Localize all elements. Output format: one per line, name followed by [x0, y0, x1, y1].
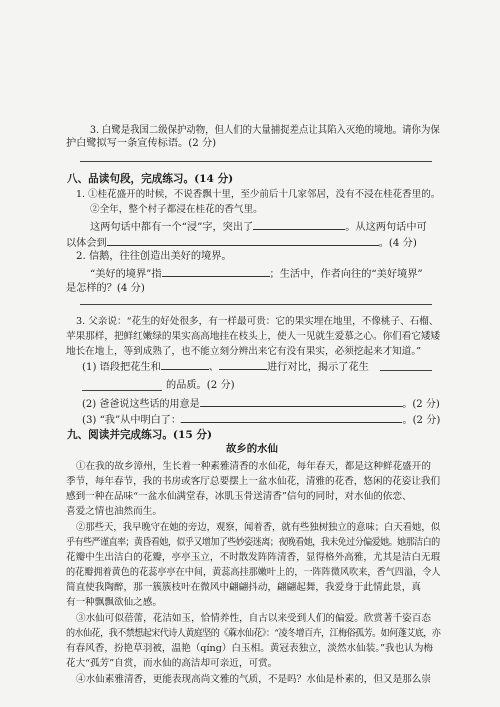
- passage-p2-line6: 有一种飘飘欲仙之感。: [66, 597, 162, 608]
- passage-p2-line5: 简直使我陶醉，那一簇簇枝叶在微风中翩翩抖动，翩翩起舞，我爱身于此情此景，真: [66, 582, 421, 593]
- passage-p3-line1: ③水仙可似蓓蕾，花洁如玉，恰情养性，自古以来受到人们的偏爱。欣赏著千姿百态: [76, 613, 431, 624]
- passage-p1-line3: 感到一种在品味“一盆水仙满堂春，冰肌玉骨送清香”信句的同时，对水仙的依恋、: [66, 491, 412, 502]
- s8-q3-sub1-blank4[interactable]: [82, 390, 162, 391]
- s8-q3-sub3-post: 。(2 分): [402, 415, 441, 426]
- passage-p2-line3: 花瓣中生出洁白的花瓣，亭亭玉立，不时散发阵阵清香，显得格外高雅，尤其是洁白无瑕: [66, 552, 441, 563]
- s8-q3-sub3-blank[interactable]: [181, 412, 402, 423]
- section8-heading: 八、品读句段，完成练习。(14 分): [67, 173, 234, 185]
- s8-q3-sub1-blank1[interactable]: [161, 359, 209, 370]
- s8-q2-prompt-line1: [90, 266, 423, 281]
- s8-q3-quote-line3: 地长在地上，等到成熟了，也不能立刻分辨出来它有没有果实，必须挖起来才知道。”: [66, 346, 422, 357]
- s8-q1-prompt-line2: [66, 235, 417, 250]
- passage-p3-line3: 有春风香，扮艳草羽被，温艳（qíng）白玉相。黄冠表独立，淡然水仙装。”我也认为梅: [66, 643, 434, 654]
- passage-title: 故乡的水仙: [226, 443, 278, 455]
- s8-q3-quote-line2: 苹果那样，把鲜红嫩绿的果实高高地挂在枝头上，使人一见就生爱慕之心。你们看它矮矮: [66, 331, 441, 342]
- s8-q1-prompt2-post: 。(4 分): [378, 238, 417, 249]
- q3-line1: 3. 白鹭是我国二级保护动物，但人们的大量捕捉差点让其陷入灭绝的境地。请你为保: [90, 125, 440, 136]
- s8-q3-sub2-blank[interactable]: [200, 396, 403, 407]
- s8-q1-sentence1: 1. ①桂花盛开的时候，不说香飘十里，至少前后十几家邻居，没有不浸在桂花香里的。: [76, 189, 441, 200]
- s8-q2-prompt-pre: “美好的境界”指: [90, 269, 162, 280]
- s8-q3-sub1-line2: 的品质。(2 分): [166, 380, 235, 391]
- s8-q3-sub2-line: [82, 396, 440, 411]
- s8-q1-prompt-line1: [90, 219, 427, 234]
- passage-p1-line1: ①在我的故乡漳州，生长着一种素雅清香的水仙花，每年春天，都是这种鲜花盛开的: [76, 461, 431, 472]
- s8-q3-sub3-line: [82, 412, 440, 427]
- passage-p3-line2: 的水仙花，我不禁想起宋代诗人黄庭坚的《蔴水仙花》：“凌冬增百卉，江梅俗孤芳。如何蓬艾底，亦: [66, 628, 441, 639]
- s8-q2-prompt-line2: 是怎样的？(4 分): [66, 283, 145, 294]
- passage-p4-line1: ④水仙素雅清香，更能表现高尚文雅的气质，不是吗？水仙是朴素的，但又是那么崇: [76, 674, 431, 685]
- s8-q3-sub1-post: 进行对比，揭示了花生: [266, 362, 369, 373]
- s8-q3-sub3-pre: (3) “我”从中明白了：: [82, 415, 182, 426]
- passage-p2-line1: ②那些天，我早晚守在她的旁边，观察，闻着香，就有些独树独立的意味；白天看她，似: [76, 522, 441, 533]
- section9-heading: 九、阅读并完成练习。(15 分): [67, 429, 212, 441]
- s8-q3-sub2-post: 。(2 分): [402, 399, 440, 410]
- q3-line2: 护白鹭拟写一条宣传标语。(2 分): [66, 138, 217, 149]
- s8-q1-sentence2: ②全年，整个村子都浸在桂花的香气里。: [90, 204, 263, 215]
- s8-q1-prompt-pre: 这两句话中都有一个“浸”字，突出了: [90, 222, 254, 233]
- s8-q3-sub2-pre: (2) 爸爸说这些话的用意是: [82, 399, 200, 410]
- s8-q3-sub1-blank2[interactable]: [219, 359, 267, 370]
- passage-p1-line4: 喜爱之情也油然而生。: [66, 506, 162, 517]
- s8-q1-blank1[interactable]: [253, 219, 345, 230]
- passage-p1-line2: 季节，每年春节，我的书房或客厅总要摆上一盆水仙花，清雅的花香，悠闲的花姿让我们: [66, 476, 441, 487]
- s8-q3-sub1-sep: 、: [208, 362, 219, 373]
- q3-answer-line[interactable]: [80, 161, 432, 162]
- s8-q3-quote-line1: 3. 父亲说：“花生的好处很多，有一样最可贵：它的果实埋在地里，不像桃子、石榴、: [76, 316, 439, 327]
- s8-q3-sub1-blank3[interactable]: [380, 370, 432, 371]
- passage-p2-line2: 乎有些严谨直率；黄昏看她，似乎又增加了些妙姿迷离；夜晚看她，我未免过分偏爱她。她那洁白的: [66, 537, 440, 548]
- s8-q2-prompt-post: ；生活中，作者向往的“美好境界”: [269, 269, 423, 280]
- s8-q3-sub1-line1: [82, 359, 369, 374]
- s8-q1-prompt2-pre: 以体会到: [66, 238, 107, 249]
- passage-p2-line4: 的花瓣拥着黄色的花蕊亭亭在中间，黄蕊高挂那嫩叶上的，一阵阵微风吹来，香气四溢，令人: [66, 567, 441, 578]
- s8-q2-answer-line[interactable]: [80, 304, 432, 305]
- passage-p3-line4: 花大“孤芳”自赏，而水仙的高洁却可亲近，可赏。: [66, 658, 278, 669]
- s8-q2-blank[interactable]: [162, 266, 270, 277]
- s8-q1-prompt-post: 。从这两句话中可: [345, 222, 427, 233]
- s8-q1-blank2[interactable]: [107, 235, 379, 246]
- s8-q2-sentence: 2. 信鹅，往往创造出美好的境界。: [76, 251, 232, 262]
- s8-q3-sub1-pre: (1) 语段把花生和: [82, 362, 161, 373]
